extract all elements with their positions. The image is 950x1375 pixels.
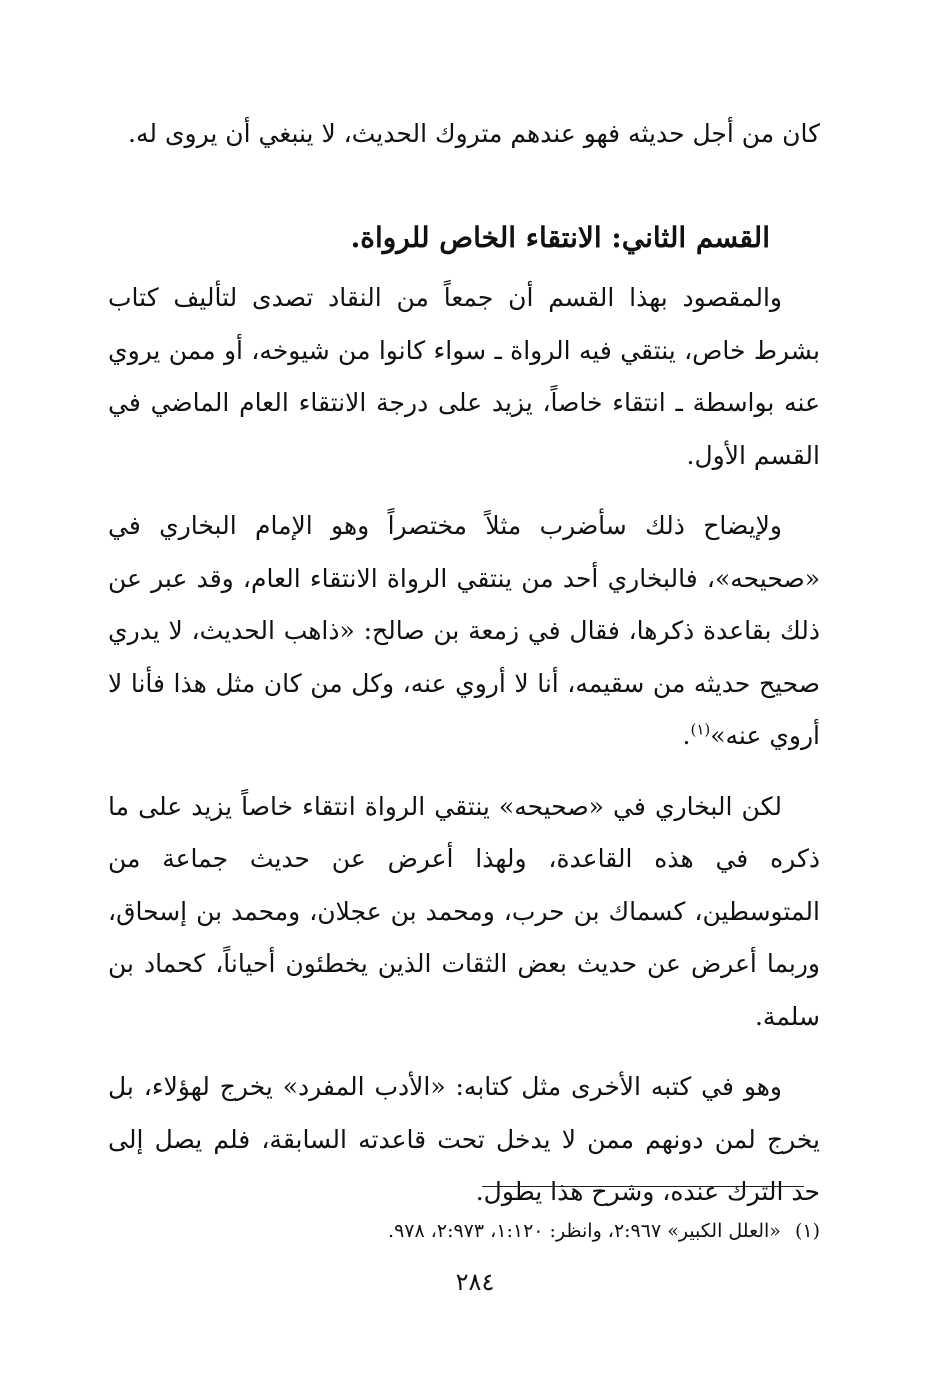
- paragraph-3: لكن البخاري في «صحيحه» ينتقي الرواة انتقاء خاصاً يزيد على ما ذكره في هذه القاعدة، ولهذا أعرض عن حديث جماعة من المتوسطين، كسماك بن حرب، ومحمد بن عجلان، ومحمد بن إسحاق، وربما أعرض عن حديث بعض الثقات الذين يخطئون أحياناً، كحماد بن سلمة.: [108, 791, 820, 1031]
- footnote-reference: (١): [690, 720, 711, 739]
- footnote-text: «العلل الكبير» ٢:٩٦٧، وانظر: ١:١٢٠، ٢:٩٧٣، ٩٧٨.: [388, 1220, 781, 1242]
- section-heading: القسم الثاني: الانتقاء الخاص للرواة.: [350, 221, 770, 254]
- footnote-divider: [482, 1186, 804, 1187]
- paragraph-1: والمقصود بهذا القسم أن جمعاً من النقاد تصدى لتأليف كتاب بشرط خاص، ينتقي فيه الرواة ـ سواء كانوا من شيوخه، أو ممن يروي عنه بواسطة ـ انتقاء خاصاً، يزيد على درجة الانتقاء العام الماضي في القسم الأول.: [108, 283, 820, 470]
- paragraph-2-text: ولإيضاح ذلك سأضرب مثلاً مختصراً وهو الإمام البخاري في «صحيحه»، فالبخاري أحد من ينتقي الرواة الانتقاء العام، وقد عبر عن ذلك بقاعدة ذكرها، فقال في زمعة بن صالح: «ذاهب الحديث، لا يدري صحيح حديثه من سقيمه، أنا لا أروي عنه، وكل من كان مثل هذا فأنا لا أروي عنه»: [108, 511, 820, 750]
- paragraph-4: وهو في كتبه الأخرى مثل كتابه: «الأدب المفرد» يخرج لهؤلاء، بل يخرج لمن دونهم ممن لا يدخل تحت قاعدته السابقة، فلم يصل إلى حد الترك عنده، وشرح هذا يطول.: [108, 1072, 820, 1206]
- footnote-marker: (١): [794, 1220, 820, 1242]
- paragraph-2-end: .: [682, 721, 691, 750]
- page-number: ٢٨٤: [455, 1268, 495, 1296]
- footnote: [108, 1214, 820, 1248]
- paragraph-2: [108, 500, 820, 763]
- page-body: [108, 108, 820, 1237]
- continuation-line: كان من أجل حديثه فهو عندهم متروك الحديث، لا ينبغي أن يروى له.: [128, 119, 820, 148]
